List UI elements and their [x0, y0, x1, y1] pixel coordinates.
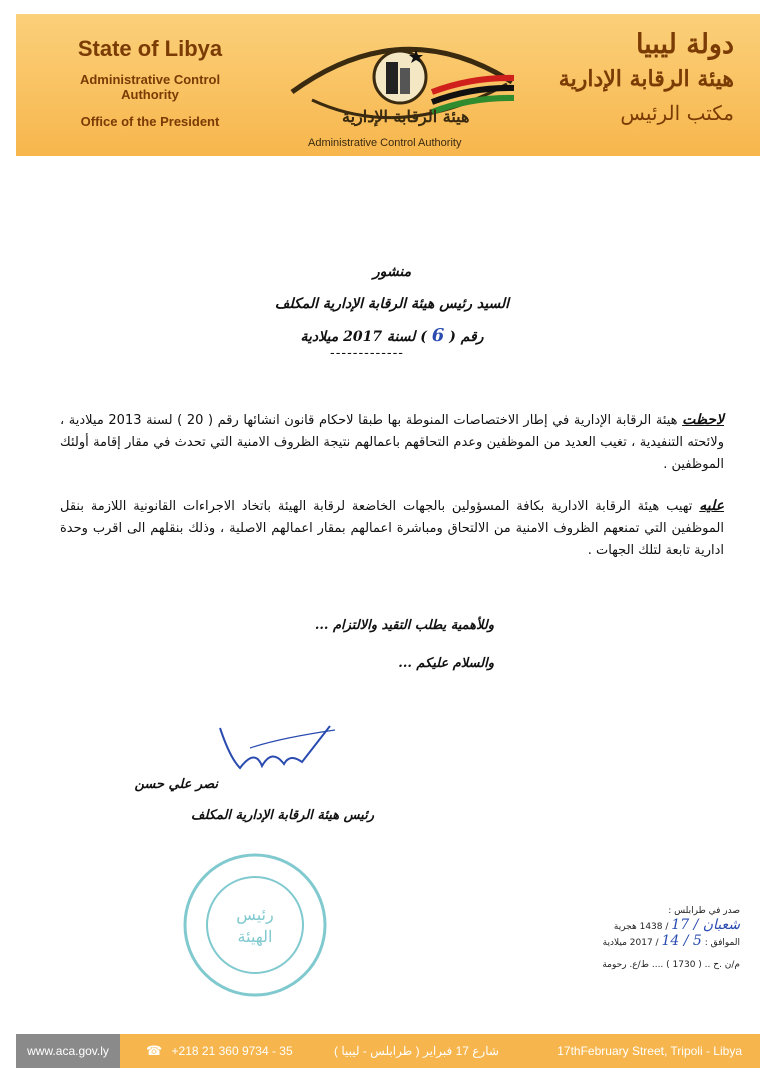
- gregorian-date-row: [550, 934, 740, 950]
- circular-number-value: 6: [431, 325, 445, 346]
- phone-number: [146, 1034, 293, 1068]
- issue-info-box: [550, 904, 740, 972]
- paragraph-1-lead: لاحظت: [682, 412, 724, 428]
- state-name-en: State of Libya: [77, 36, 223, 61]
- circular-from: السيد رئيس هيئة الرقابة الإدارية المكلف: [274, 296, 510, 312]
- website-link[interactable]: www.aca.gov.ly: [16, 1034, 120, 1068]
- authority-name-ar: هيئة الرقابة الإدارية: [558, 66, 734, 92]
- letterhead-footer: [16, 1034, 760, 1068]
- emblem-text-ar: هيئة الرقابة الإدارية: [342, 107, 470, 126]
- office-name-ar: مكتب الرئيس: [620, 101, 734, 125]
- reference-line: م/ن .ح .. ( 1730 ) .... ط/ع. رحومة: [602, 960, 740, 970]
- hijri-date-row: [550, 918, 740, 934]
- closing-line-2: والسلام عليكم ...: [398, 656, 494, 671]
- paragraph-2-text: تهيب هيئة الرقابة الادارية بكافة المسؤولين بالجهات الخاضعة لرقابة الهيئة باتخاد الاجراءات القانونية اللازمة بنقل الموظفين التي تمنعهم الظروف الامنية من الالتحاق ومباشرة اعمالهم بمقار اعمالهم الاصلية ، وذلك بنقلهم الى اقرب وحدة ادارية تابعة لتلك الجهات .: [60, 499, 724, 558]
- authority-name-en: Administrative Control Authority: [79, 72, 221, 102]
- phone-icon: ☎: [146, 1043, 163, 1058]
- hijri-label: / 1438 هجرية: [613, 922, 669, 932]
- letterhead-header: [16, 14, 760, 156]
- stamp-center-line-2: الهيئة: [237, 927, 273, 946]
- gregorian-label: / 2017 ميلادية: [602, 938, 659, 948]
- circular-number-prefix: رقم (: [449, 329, 484, 345]
- circular-number-suffix: ) لسنة 2017 ميلادية: [300, 329, 427, 345]
- emblem-text-en: Administrative Control Authority: [308, 137, 462, 149]
- signer-title: رئيس هيئة الرقابة الإدارية المكلف: [191, 808, 374, 823]
- paragraph-1-text: هيئة الرقابة الإدارية في إطار الاختصاصات المنوطة بها طبقا لاحكام قانون انشائها رقم ( 20 ) لسنة 2013 ميلادية ، ولائحته التنفيدية ، تغيب العديد من الموظفين وعدم التحاقهم باعمالهم نتيجة الظروف الامنية التي تحدث في مقار إقامة أولئك الموظفين .: [60, 413, 724, 472]
- title-separator: -------------: [330, 346, 404, 361]
- official-stamp: [180, 850, 330, 1000]
- closing-line-1: وللأهمية يطلب التقيد والالتزام ...: [314, 618, 494, 633]
- hijri-handwritten: شعبان / 17: [671, 917, 740, 933]
- header-english-block: [50, 36, 250, 129]
- authority-emblem-logo: [282, 22, 522, 157]
- phone-text: +218 21 360 9734 - 35: [171, 1044, 293, 1058]
- body-paragraph-1: [60, 409, 724, 476]
- gregorian-handwritten: 5 / 14: [661, 933, 702, 949]
- circular-title-block: [200, 256, 584, 353]
- circular-heading: منشور: [372, 264, 412, 280]
- paragraph-2-lead: عليه: [699, 498, 724, 514]
- address-english: 17thFebruary Street, Tripoli - Libya: [557, 1044, 742, 1058]
- state-name-ar: دولة ليبيا: [635, 29, 734, 60]
- office-name-en: Office of the President: [80, 114, 220, 129]
- handwritten-signature: [210, 718, 340, 778]
- issued-in-label: صدر في طرابلس :: [668, 906, 740, 916]
- body-paragraph-2: [60, 495, 724, 562]
- stamp-center-line-1: رئيس: [236, 905, 274, 924]
- signer-name: نصر علي حسن: [134, 777, 218, 792]
- header-arabic-block: [504, 28, 734, 130]
- gregorian-prefix: الموافق :: [704, 938, 740, 948]
- address-arabic: شارع 17 فبراير ( طرابلس - ليبيا ): [334, 1044, 499, 1058]
